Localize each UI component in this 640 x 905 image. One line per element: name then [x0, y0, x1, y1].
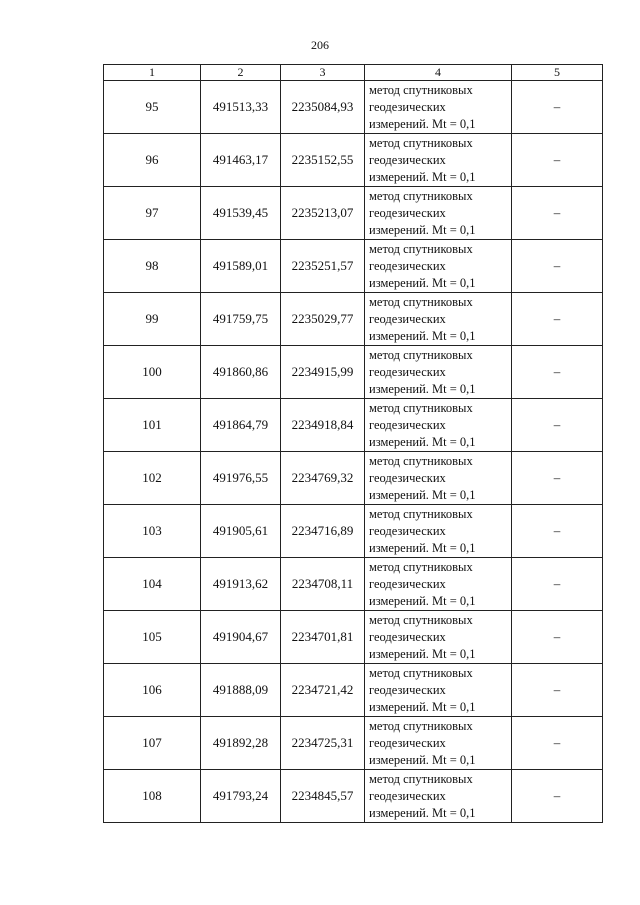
method-line: геодезических	[369, 629, 446, 644]
note-cell: –	[512, 558, 603, 611]
note-cell: –	[512, 664, 603, 717]
header-row	[104, 65, 603, 81]
method-line: геодезических	[369, 735, 446, 750]
method-line: геодезических	[369, 470, 446, 485]
note-cell: –	[512, 505, 603, 558]
table-row	[104, 505, 603, 558]
method-line: метод спутниковых	[369, 188, 473, 203]
table-row	[104, 134, 603, 187]
coord-y: 2234918,84	[281, 399, 365, 452]
method-line: измерений. Mt = 0,1	[369, 434, 476, 449]
method-line: геодезических	[369, 99, 446, 114]
point-number: 103	[104, 505, 201, 558]
method-line: измерений. Mt = 0,1	[369, 116, 476, 131]
point-number: 99	[104, 293, 201, 346]
header-col-2: 2	[201, 65, 281, 81]
method-line: измерений. Mt = 0,1	[369, 381, 476, 396]
method-line: измерений. Mt = 0,1	[369, 699, 476, 714]
method-line: метод спутниковых	[369, 347, 473, 362]
note-cell: –	[512, 717, 603, 770]
method-line: метод спутниковых	[369, 453, 473, 468]
method-line: измерений. Mt = 0,1	[369, 328, 476, 343]
method-line: метод спутниковых	[369, 294, 473, 309]
method-line: метод спутниковых	[369, 82, 473, 97]
table-row	[104, 293, 603, 346]
method-line: измерений. Mt = 0,1	[369, 593, 476, 608]
method-line: метод спутниковых	[369, 506, 473, 521]
point-number: 106	[104, 664, 201, 717]
note-cell: –	[512, 81, 603, 134]
method-description	[365, 664, 512, 717]
table-row	[104, 770, 603, 823]
point-number: 102	[104, 452, 201, 505]
note-cell: –	[512, 452, 603, 505]
method-description	[365, 717, 512, 770]
method-description	[365, 346, 512, 399]
table-row	[104, 240, 603, 293]
coord-x: 491905,61	[201, 505, 281, 558]
method-line: метод спутниковых	[369, 612, 473, 627]
coord-y: 2235084,93	[281, 81, 365, 134]
method-description	[365, 293, 512, 346]
table-row	[104, 452, 603, 505]
table-row	[104, 187, 603, 240]
point-number: 101	[104, 399, 201, 452]
method-description	[365, 505, 512, 558]
method-description	[365, 558, 512, 611]
coord-x: 491539,45	[201, 187, 281, 240]
table-row	[104, 346, 603, 399]
header-col-4: 4	[365, 65, 512, 81]
coord-x: 491793,24	[201, 770, 281, 823]
coord-y: 2235251,57	[281, 240, 365, 293]
note-cell: –	[512, 611, 603, 664]
method-description	[365, 452, 512, 505]
coord-x: 491589,01	[201, 240, 281, 293]
coord-y: 2234701,81	[281, 611, 365, 664]
method-description	[365, 770, 512, 823]
note-cell: –	[512, 240, 603, 293]
point-number: 100	[104, 346, 201, 399]
coord-y: 2234721,42	[281, 664, 365, 717]
coord-y: 2234769,32	[281, 452, 365, 505]
method-description	[365, 134, 512, 187]
method-line: метод спутниковых	[369, 559, 473, 574]
point-number: 107	[104, 717, 201, 770]
coord-y: 2234915,99	[281, 346, 365, 399]
table-row	[104, 81, 603, 134]
point-number: 98	[104, 240, 201, 293]
method-description	[365, 187, 512, 240]
coord-x: 491513,33	[201, 81, 281, 134]
coord-x: 491888,09	[201, 664, 281, 717]
method-line: измерений. Mt = 0,1	[369, 805, 476, 820]
coord-x: 491759,75	[201, 293, 281, 346]
coord-y: 2235029,77	[281, 293, 365, 346]
note-cell: –	[512, 293, 603, 346]
coord-y: 2235213,07	[281, 187, 365, 240]
coord-y: 2234845,57	[281, 770, 365, 823]
method-line: метод спутниковых	[369, 135, 473, 150]
method-line: геодезических	[369, 364, 446, 379]
coord-x: 491463,17	[201, 134, 281, 187]
method-line: геодезических	[369, 523, 446, 538]
method-line: геодезических	[369, 258, 446, 273]
coord-x: 491864,79	[201, 399, 281, 452]
note-cell: –	[512, 399, 603, 452]
method-description	[365, 611, 512, 664]
method-line: геодезических	[369, 311, 446, 326]
method-line: измерений. Mt = 0,1	[369, 275, 476, 290]
note-cell: –	[512, 770, 603, 823]
coord-x: 491913,62	[201, 558, 281, 611]
method-line: метод спутниковых	[369, 771, 473, 786]
point-number: 96	[104, 134, 201, 187]
page-number: 206	[311, 38, 329, 52]
method-description	[365, 81, 512, 134]
method-line: измерений. Mt = 0,1	[369, 540, 476, 555]
method-line: измерений. Mt = 0,1	[369, 169, 476, 184]
header-col-5: 5	[512, 65, 603, 81]
method-description	[365, 240, 512, 293]
method-line: измерений. Mt = 0,1	[369, 487, 476, 502]
header-col-1: 1	[104, 65, 201, 81]
coordinates-table	[103, 64, 603, 823]
table-row	[104, 558, 603, 611]
coord-x: 491904,67	[201, 611, 281, 664]
method-line: метод спутниковых	[369, 665, 473, 680]
table-row	[104, 611, 603, 664]
note-cell: –	[512, 187, 603, 240]
method-line: геодезических	[369, 152, 446, 167]
coord-x: 491976,55	[201, 452, 281, 505]
method-line: измерений. Mt = 0,1	[369, 752, 476, 767]
coord-y: 2235152,55	[281, 134, 365, 187]
method-line: метод спутниковых	[369, 718, 473, 733]
method-line: геодезических	[369, 576, 446, 591]
point-number: 105	[104, 611, 201, 664]
coord-x: 491892,28	[201, 717, 281, 770]
point-number: 108	[104, 770, 201, 823]
method-line: метод спутниковых	[369, 241, 473, 256]
note-cell: –	[512, 134, 603, 187]
coord-y: 2234725,31	[281, 717, 365, 770]
point-number: 97	[104, 187, 201, 240]
table-row	[104, 664, 603, 717]
header-col-3: 3	[281, 65, 365, 81]
method-line: метод спутниковых	[369, 400, 473, 415]
method-line: геодезических	[369, 788, 446, 803]
coord-y: 2234716,89	[281, 505, 365, 558]
table-row	[104, 717, 603, 770]
method-line: геодезических	[369, 682, 446, 697]
method-line: измерений. Mt = 0,1	[369, 222, 476, 237]
method-line: измерений. Mt = 0,1	[369, 646, 476, 661]
coord-y: 2234708,11	[281, 558, 365, 611]
method-line: геодезических	[369, 417, 446, 432]
method-line: геодезических	[369, 205, 446, 220]
note-cell: –	[512, 346, 603, 399]
method-description	[365, 399, 512, 452]
point-number: 95	[104, 81, 201, 134]
table-row	[104, 399, 603, 452]
point-number: 104	[104, 558, 201, 611]
coord-x: 491860,86	[201, 346, 281, 399]
